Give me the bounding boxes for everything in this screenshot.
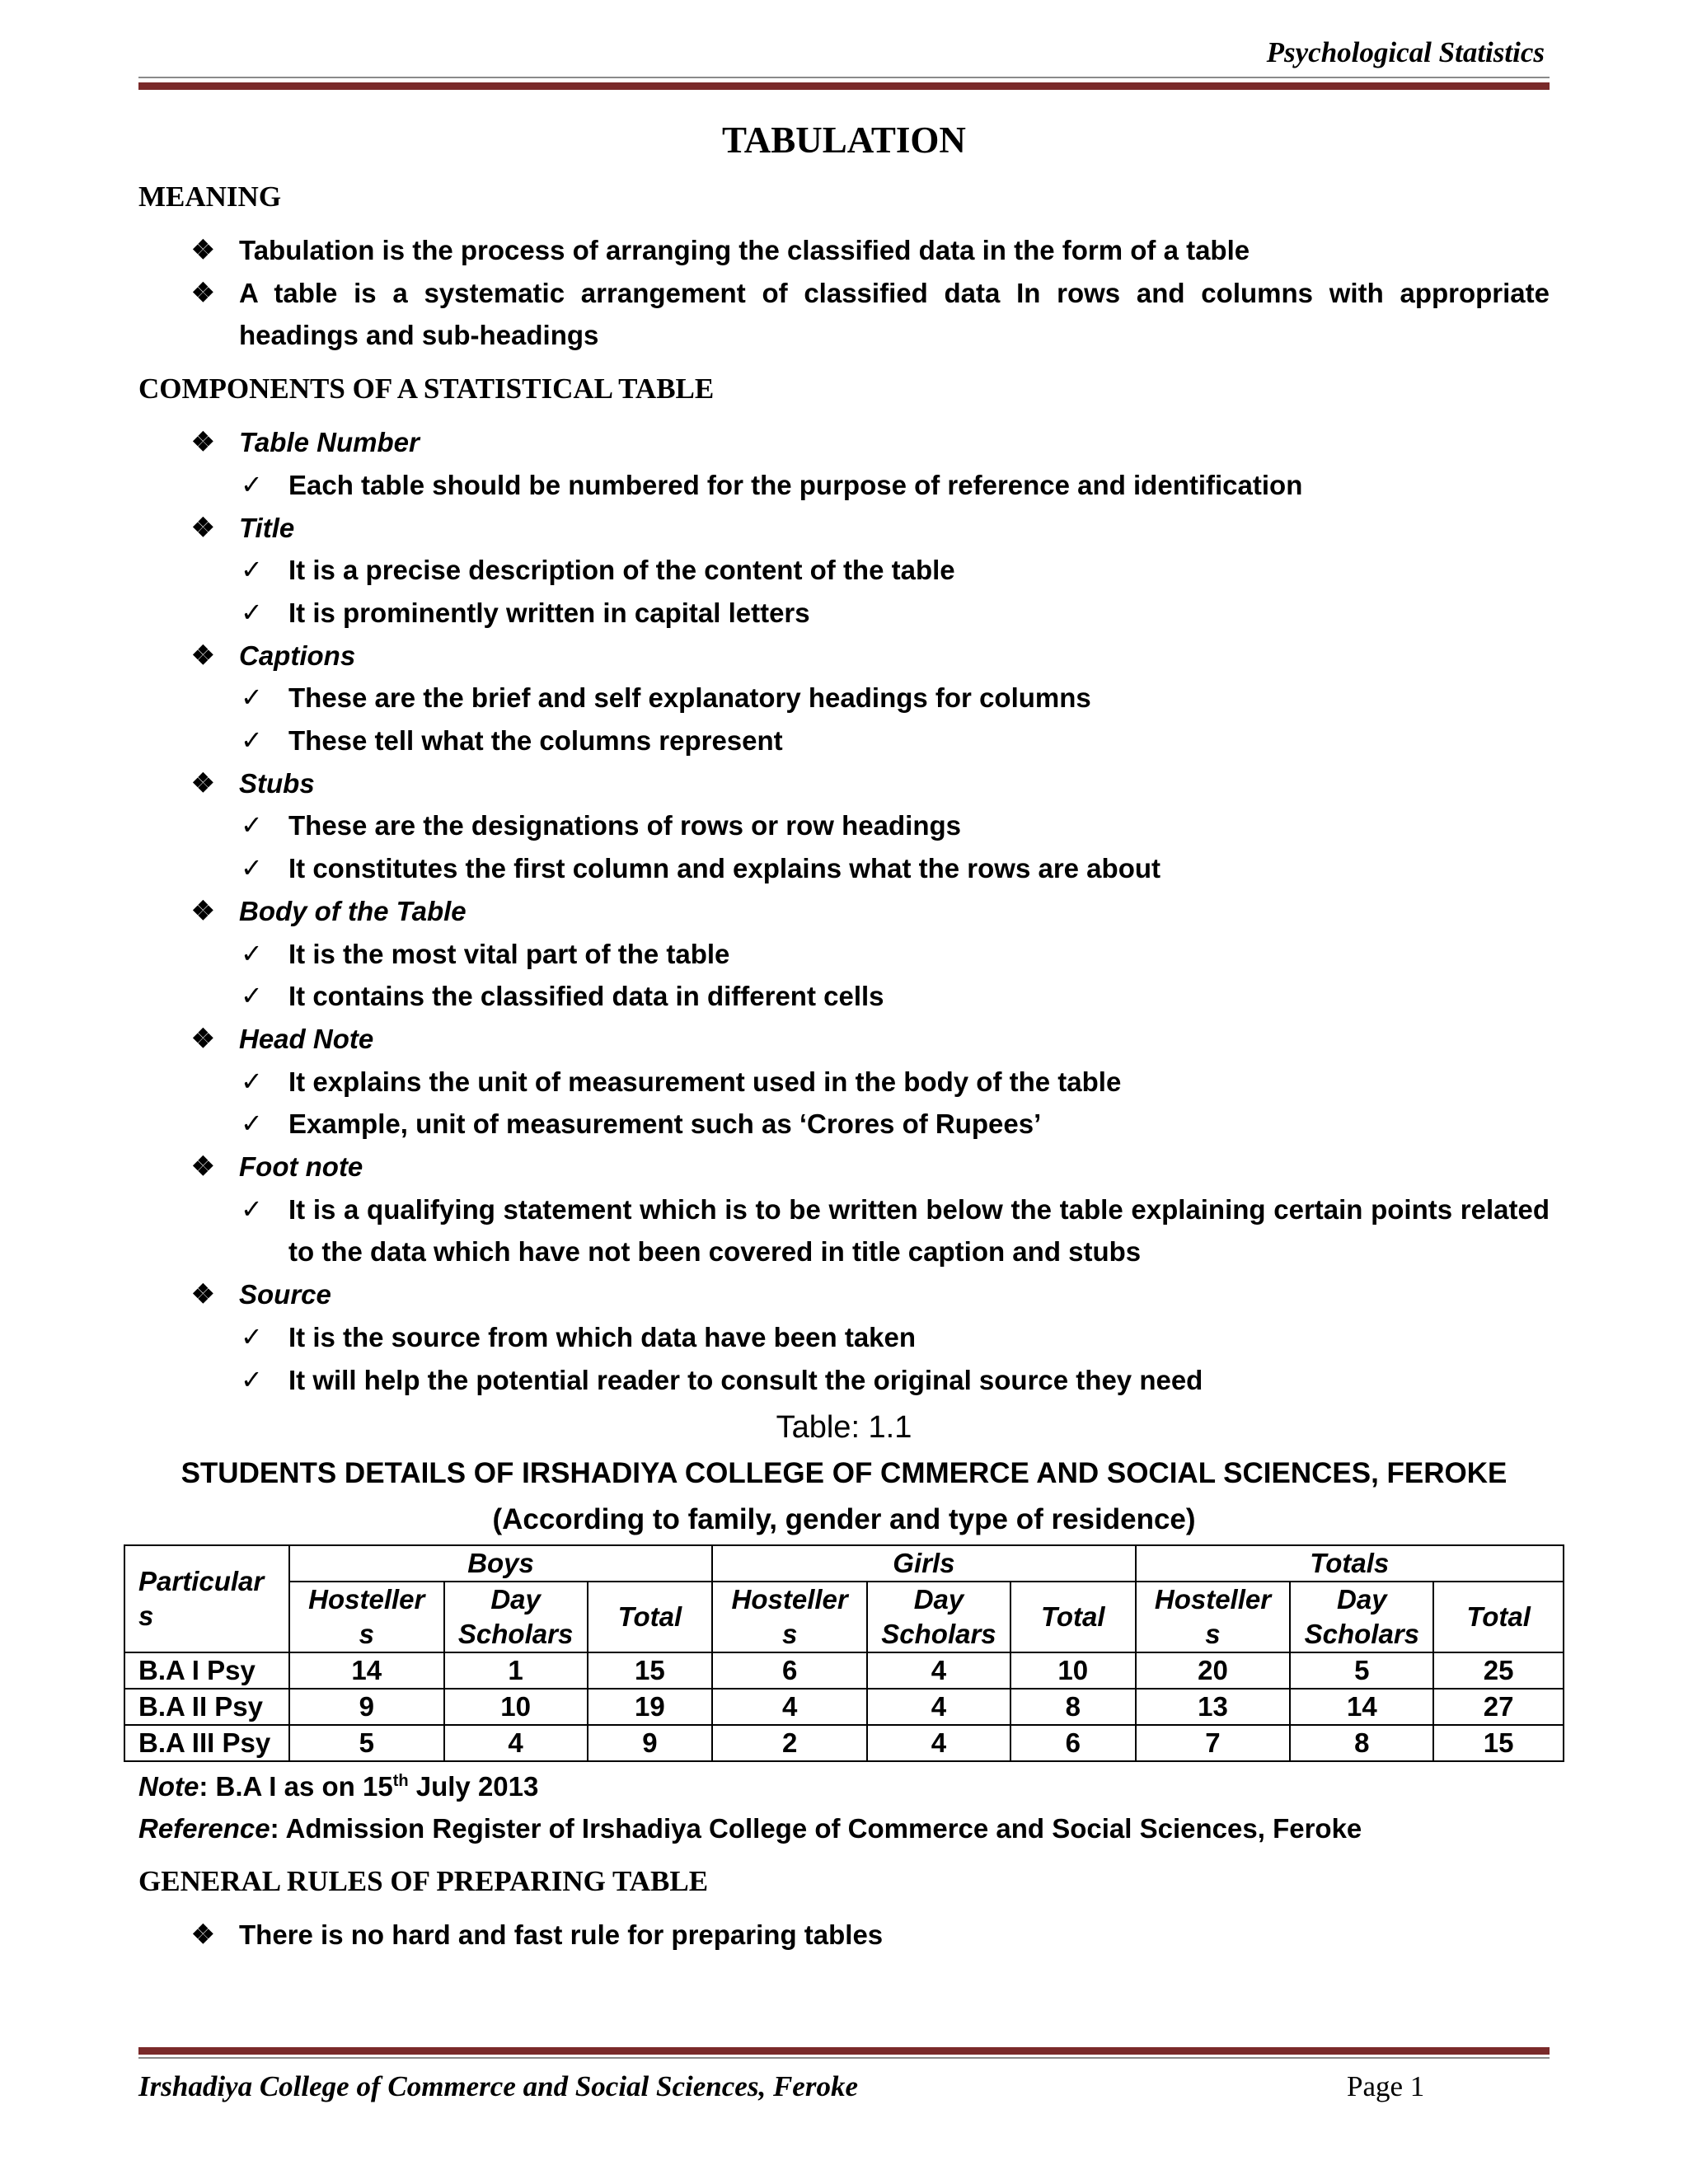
list-item: ✓ It is a precise description of the content of the table	[138, 549, 1550, 592]
stub-header: Particular s	[124, 1545, 289, 1652]
list-item: ✓ It is the most vital part of the table	[138, 933, 1550, 976]
checkmark-icon: ✓	[241, 1108, 263, 1139]
table-cell: 14	[289, 1652, 444, 1689]
page-title: TABULATION	[722, 120, 966, 161]
list-item: ✓ Each table should be numbered for the purpose of reference and identification	[138, 464, 1550, 507]
diamond-bullet-icon: ❖	[191, 640, 215, 670]
component-points	[138, 933, 1550, 1018]
list-item: ❖ Tabulation is the process of arranging the classified data in the form of a table	[138, 229, 1550, 272]
component-term: Title	[239, 512, 295, 543]
table-cell: 15	[1433, 1725, 1564, 1761]
footer-rule-thick	[138, 2047, 1550, 2055]
component-points	[138, 1188, 1550, 1273]
rules-heading: GENERAL RULES OF PREPARING TABLE	[138, 1865, 709, 1898]
column-header: Day Scholars	[444, 1582, 588, 1652]
list-item: ✓ It will help the potential reader to consult the original source they need	[138, 1359, 1550, 1402]
table-cell: 4	[712, 1689, 867, 1725]
group-header: Girls	[712, 1545, 1135, 1582]
diamond-bullet-icon: ❖	[191, 512, 215, 542]
table-cell: 9	[588, 1725, 713, 1761]
component-item	[138, 1146, 1550, 1188]
diamond-bullet-icon: ❖	[191, 277, 215, 307]
table-cell: 14	[1290, 1689, 1433, 1725]
table-cell: 8	[1010, 1689, 1136, 1725]
table-note: Note: B.A I as on 15th July 2013	[138, 1771, 539, 1802]
list-item: ✓ It contains the classified data in different cells	[138, 975, 1550, 1018]
table-cell: 9	[289, 1689, 444, 1725]
row-label: B.A III Psy	[124, 1725, 289, 1761]
table-row	[124, 1725, 1564, 1761]
table-cell: 4	[444, 1725, 588, 1761]
running-header: Psychological Statistics	[1266, 36, 1545, 68]
table-cell: 1	[444, 1652, 588, 1689]
component-item	[138, 1018, 1550, 1061]
component-item	[138, 890, 1550, 933]
table-cell: 20	[1136, 1652, 1291, 1689]
table-cell: 4	[867, 1689, 1010, 1725]
column-header: Total	[1433, 1582, 1564, 1652]
list-item: ✓ These tell what the columns represent	[138, 719, 1550, 762]
checkmark-icon: ✓	[241, 1193, 263, 1224]
table-row	[124, 1689, 1564, 1725]
table-cell: 8	[1290, 1725, 1433, 1761]
column-header: Hosteller s	[1136, 1582, 1291, 1652]
component-item	[138, 635, 1550, 677]
component-term: Captions	[239, 640, 356, 671]
component-item	[138, 421, 1550, 464]
column-header: Day Scholars	[867, 1582, 1010, 1652]
checkmark-icon: ✓	[241, 853, 263, 883]
meaning-heading: MEANING	[138, 180, 282, 213]
diamond-bullet-icon: ❖	[191, 427, 215, 457]
table-cell: 2	[712, 1725, 867, 1761]
row-label: B.A II Psy	[124, 1689, 289, 1725]
checkmark-icon: ✓	[241, 1321, 263, 1352]
column-header: Hosteller s	[712, 1582, 867, 1652]
component-item	[138, 507, 1550, 550]
table-cell: 6	[1010, 1725, 1136, 1761]
component-term: Table Number	[239, 427, 420, 458]
diamond-bullet-icon: ❖	[191, 1919, 215, 1950]
column-header: Hosteller s	[289, 1582, 444, 1652]
checkmark-icon: ✓	[241, 1066, 263, 1096]
diamond-bullet-icon: ❖	[191, 767, 215, 798]
list-item: ✓ These are the brief and self explanatory headings for columns	[138, 677, 1550, 719]
component-points	[138, 1316, 1550, 1401]
page-number: Page 1	[1347, 2070, 1425, 2102]
table-number: Table: 1.1	[776, 1410, 912, 1446]
list-item: ✓ It explains the unit of measurement used in the body of the table	[138, 1061, 1550, 1104]
page-content	[138, 114, 1550, 1957]
components-list	[138, 421, 1550, 464]
table-cell: 10	[1010, 1652, 1136, 1689]
list-item: ✓ It is the source from which data have been taken	[138, 1316, 1550, 1359]
column-header: Total	[588, 1582, 713, 1652]
table-subtitle: (According to family, gender and type of residence)	[492, 1503, 1196, 1536]
table-cell: 6	[712, 1652, 867, 1689]
component-term: Foot note	[239, 1151, 363, 1183]
checkmark-icon: ✓	[241, 1364, 263, 1394]
table-cell: 5	[1290, 1652, 1433, 1689]
diamond-bullet-icon: ❖	[191, 1151, 215, 1182]
meaning-list	[138, 229, 1550, 357]
list-item: ✓ These are the designations of rows or row headings	[138, 804, 1550, 847]
component-points	[138, 677, 1550, 762]
component-term: Source	[239, 1279, 331, 1310]
rules-list	[138, 1914, 1550, 1957]
header-rule-thick	[138, 82, 1550, 90]
checkmark-icon: ✓	[241, 725, 263, 756]
table-cell: 7	[1136, 1725, 1291, 1761]
list-item: ✓ It constitutes the first column and explains what the rows are about	[138, 847, 1550, 890]
diamond-bullet-icon: ❖	[191, 1023, 215, 1053]
checkmark-icon: ✓	[241, 555, 263, 585]
group-header: Totals	[1136, 1545, 1564, 1582]
table-cell: 4	[867, 1725, 1010, 1761]
table-title: STUDENTS DETAILS OF IRSHADIYA COLLEGE OF CMMERCE AND SOCIAL SCIENCES, FEROKE	[181, 1457, 1507, 1490]
component-item	[138, 762, 1550, 805]
list-item: ✓ It is prominently written in capital letters	[138, 592, 1550, 635]
checkmark-icon: ✓	[241, 938, 263, 968]
diamond-bullet-icon: ❖	[191, 895, 215, 926]
table-cell: 4	[867, 1652, 1010, 1689]
component-term: Stubs	[239, 767, 315, 799]
component-points	[138, 549, 1550, 634]
table-cell: 13	[1136, 1689, 1291, 1725]
table-reference: Reference: Admission Register of Irshadiya College of Commerce and Social Sciences, Feroke	[138, 1813, 1362, 1844]
table-cell: 27	[1433, 1689, 1564, 1725]
row-label: B.A I Psy	[124, 1652, 289, 1689]
table-cell: 10	[444, 1689, 588, 1725]
diamond-bullet-icon: ❖	[191, 235, 215, 265]
component-points	[138, 464, 1550, 507]
component-points	[138, 1061, 1550, 1146]
header-rule-thin	[138, 77, 1550, 78]
component-item	[138, 1273, 1550, 1316]
list-item: ✓ It is a qualifying statement which is to be written below the table explaining certain points related to the data which have not been covered in title caption and stubs	[138, 1188, 1550, 1273]
components-heading: COMPONENTS OF A STATISTICAL TABLE	[138, 373, 715, 405]
footer-rule-thin	[138, 2057, 1550, 2059]
column-header: Total	[1010, 1582, 1136, 1652]
group-header: Boys	[289, 1545, 712, 1582]
component-term: Body of the Table	[239, 895, 467, 926]
table-row	[124, 1652, 1564, 1689]
table-cell: 5	[289, 1725, 444, 1761]
column-header: Day Scholars	[1290, 1582, 1433, 1652]
list-item: ❖ There is no hard and fast rule for preparing tables	[138, 1914, 1550, 1957]
students-table	[124, 1544, 1564, 1762]
component-term: Head Note	[239, 1023, 374, 1054]
checkmark-icon: ✓	[241, 682, 263, 713]
checkmark-icon: ✓	[241, 469, 263, 499]
footer-institution: Irshadiya College of Commerce and Social Sciences, Feroke	[138, 2070, 858, 2102]
checkmark-icon: ✓	[241, 597, 263, 627]
list-item: ✓ Example, unit of measurement such as ‘Crores of Rupees’	[138, 1103, 1550, 1146]
table-cell: 15	[588, 1652, 713, 1689]
list-item: ❖ A table is a systematic arrangement of classified data In rows and columns with appropriate headings and sub-headings	[138, 272, 1550, 357]
table-cell: 25	[1433, 1652, 1564, 1689]
checkmark-icon: ✓	[241, 981, 263, 1011]
table-cell: 19	[588, 1689, 713, 1725]
checkmark-icon: ✓	[241, 810, 263, 841]
diamond-bullet-icon: ❖	[191, 1279, 215, 1310]
component-points	[138, 804, 1550, 889]
